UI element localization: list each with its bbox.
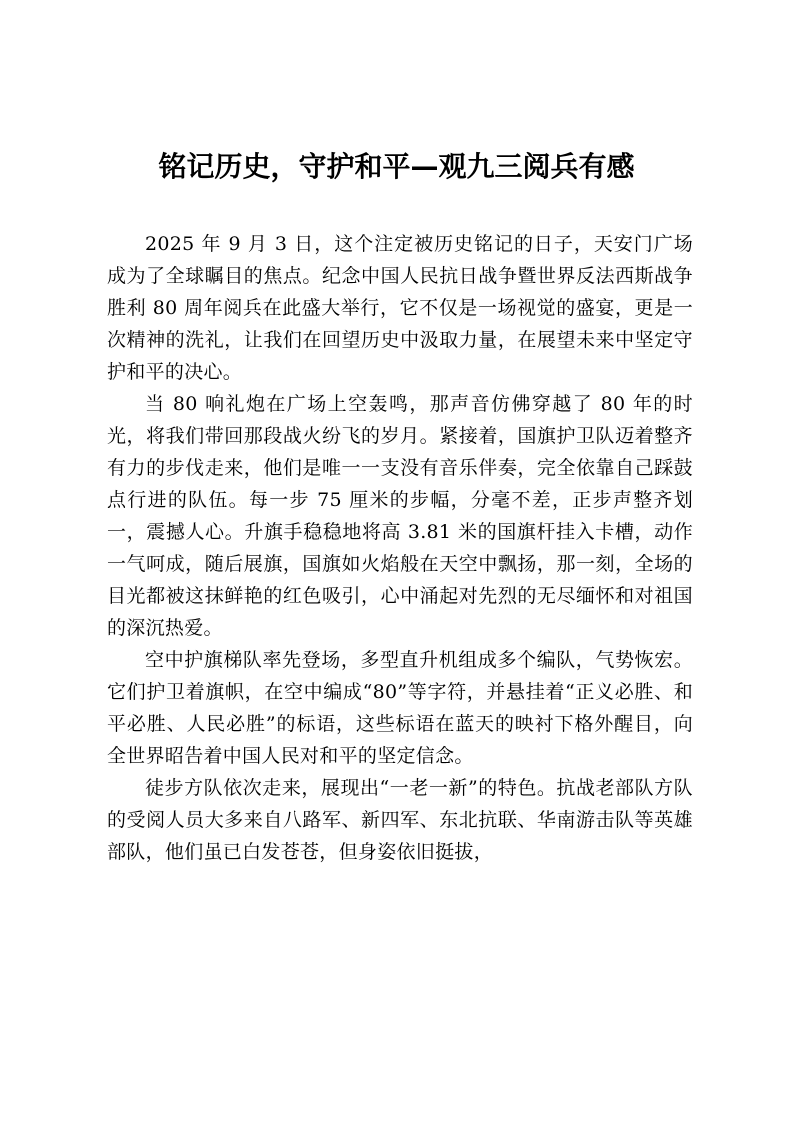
document-title: 铭记历史，守护和平—观九三阅兵有感 bbox=[158, 150, 635, 183]
paragraph-1: 2025 年 9 月 3 日，这个注定被历史铭记的日子，天安门广场成为了全球瞩目的焦点。纪念中国人民抗日战争暨世界反法西斯战争胜利 80 周年阅兵在此盛大举行，它不仅是一场视觉的盛宴，更是一次精神的洗礼，让我们在回望历史中汲取力量，在展望未来中坚定守护和平的决心。 bbox=[107, 233, 693, 383]
paragraph-3: 空中护旗梯队率先登场，多型直升机组成多个编队，气势恢宏。它们护卫着旗帜，在空中编成“80”等字符，并悬挂着“正义必胜、和平必胜、人民必胜”的标语，这些标语在蓝天的映衬下格外醒目，向全世界昭告着中国人民对和平的坚定信念。 bbox=[107, 649, 693, 767]
paragraph-2: 当 80 响礼炮在广场上空轰鸣，那声音仿佛穿越了 80 年的时光，将我们带回那段战火纷飞的岁月。紧接着，国旗护卫队迈着整齐有力的步伐走来，他们是唯一一支没有音乐伴奏，完全依靠自己踩鼓点行进的队伍。每一步 75 厘米的步幅，分毫不差，正步声整齐划一，震撼人心。升旗手稳稳地将高 3.81 米的国旗杆挂入卡槽，动作一气呵成，随后展旗，国旗如火焰般在天空中飘扬，那一刻，全场的目光都被这抹鲜艳的红色吸引，心中涌起对先烈的无尽缅怀和对祖国的深沉热爱。 bbox=[107, 393, 693, 639]
document-body bbox=[107, 228, 693, 868]
paragraph-4: 徒步方队依次走来，展现出“一老一新”的特色。抗战老部队方队的受阅人员大多来自八路军、新四军、东北抗联、华南游击队等英雄部队，他们虽已白发苍苍，但身姿依旧挺拔， bbox=[107, 777, 693, 863]
